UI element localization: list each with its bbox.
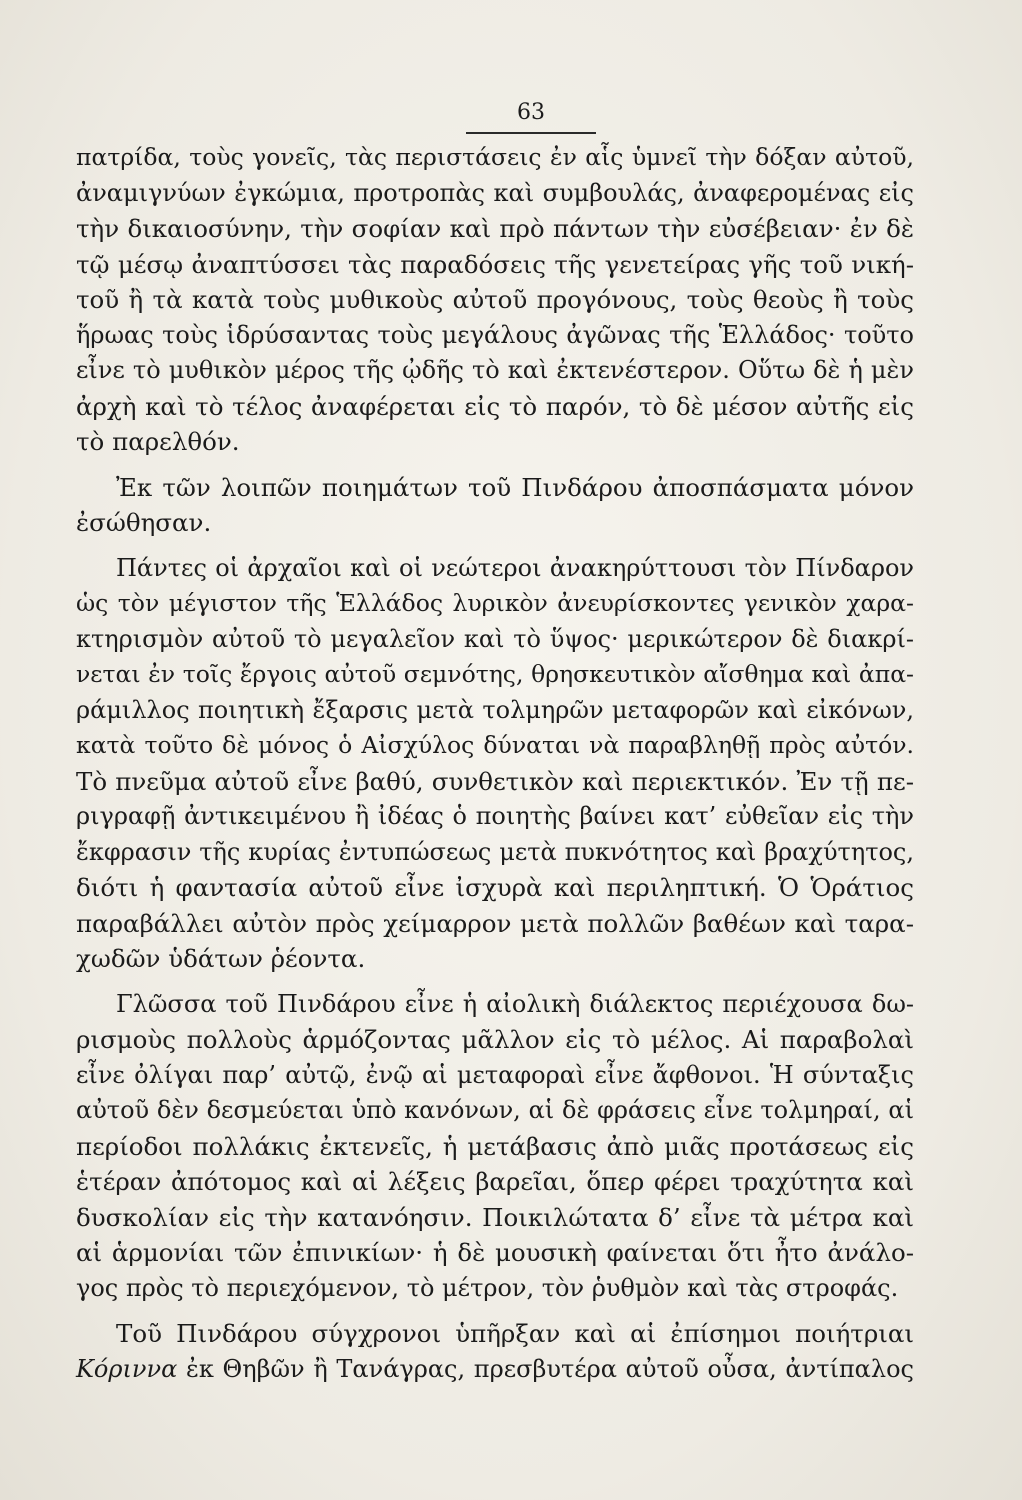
page-number: 63 xyxy=(517,100,545,125)
text-line: τοῦ ἢ τὰ κατὰ τοὺς μυθικοὺς αὐτοῦ προγόνους, τοὺς θεοὺς ἢ τοὺς xyxy=(76,285,914,314)
text-line-final xyxy=(76,1352,914,1388)
text-line: κτηρισμὸν αὐτοῦ τὸ μεγαλεῖον καὶ τὸ ὕψος· μερικώτερον δὲ διακρί- xyxy=(76,624,914,653)
author-name: Κόριννα xyxy=(76,1354,178,1383)
text-line: Ἐκ τῶν λοιπῶν ποιημάτων τοῦ Πινδάρου ἀποσπάσματα μόνον xyxy=(116,472,914,502)
text-line: Πάντες οἱ ἀρχαῖοι καὶ οἱ νεώτεροι ἀνακηρύττουσι τὸν Πίνδαρον xyxy=(116,553,914,582)
text-line: αἱ ἁρμονίαι τῶν ἐπινικίων· ἡ δὲ μουσικὴ φαίνεται ὅτι ἦτο ἀνάλο- xyxy=(76,1238,914,1267)
text-line: ἀρχὴ καὶ τὸ τέλος ἀναφέρεται εἰς τὸ παρόν, τὸ δὲ μέσον αὐτῆς εἰς xyxy=(76,391,914,421)
text-line: ἥρωας τοὺς ἱδρύσαντας τοὺς μεγάλους ἀγῶνας τῆς Ἑλλάδος· τοῦτο xyxy=(76,320,914,349)
text-line: αὐτοῦ δὲν δεσμεύεται ὑπὸ κανόνων, αἱ δὲ φράσεις εἶνε τολμηραί, αἱ xyxy=(76,1096,914,1124)
text-line: ὡς τὸν μέγιστον τῆς Ἑλλάδος λυρικὸν ἀνευρίσκοντες γενικὸν χαρα- xyxy=(76,589,914,617)
text-line: Γλῶσσα τοῦ Πινδάρου εἶνε ἡ αἰολικὴ διάλεκτος περιέχουσα δω- xyxy=(116,989,914,1018)
body-text xyxy=(76,140,914,1387)
text-line: χωδῶν ὑδάτων ῥέοντα. xyxy=(76,944,366,973)
text-line: τὸ παρελθόν. xyxy=(76,427,240,456)
text-line: νεται ἐν τοῖς ἔργοις αὐτοῦ σεμνότης, θρησκευτικὸν αἴσθημα καὶ ἀπα- xyxy=(76,660,914,688)
text-line: ἑτέραν ἀπότομος καὶ αἱ λέξεις βαρεῖαι, ὅπερ φέρει τραχύτητα καὶ xyxy=(76,1167,914,1196)
text-line: παραβάλλει αὐτὸν πρὸς χείμαρρον μετὰ πολλῶν βαθέων καὶ ταρα- xyxy=(76,908,914,938)
header-rule xyxy=(466,132,596,134)
text-line: εἶνε ὀλίγαι παρ’ αὐτῷ, ἐνῷ αἱ μεταφοραὶ εἶνε ἄφθονοι. Ἡ σύνταξις xyxy=(76,1060,914,1089)
text-line: ρισμοὺς πολλοὺς ἁρμόζοντας μᾶλλον εἰς τὸ μέλος. Αἱ παραβολαὶ xyxy=(76,1025,914,1054)
text-line: ριγραφῇ ἀντικειμένου ἢ ἰδέας ὁ ποιητὴς βαίνει κατ’ εὐθεῖαν εἰς τὴν xyxy=(76,802,914,830)
text-line: πατρίδα, τοὺς γονεῖς, τὰς περιστάσεις ἐν αἷς ὑμνεῖ τὴν δόξαν αὐτοῦ, xyxy=(76,143,914,171)
text-line: κατὰ τοῦτο δὲ μόνος ὁ Αἰσχύλος δύναται νὰ παραβληθῇ πρὸς αὐτόν. xyxy=(76,731,914,759)
text-line: Τὸ πνεῦμα αὐτοῦ εἶνε βαθύ, συνθετικὸν καὶ περιεκτικόν. Ἐν τῇ πε- xyxy=(76,766,914,796)
text-line: Τοῦ Πινδάρου σύγχρονοι ὑπῆρξαν καὶ αἱ ἐπίσημοι ποιήτριαι xyxy=(116,1319,914,1348)
paragraph-5 xyxy=(76,1316,914,1387)
text-line: γος πρὸς τὸ περιεχόμενον, τὸ μέτρον, τὸν ῥυθμὸν καὶ τὰς στροφάς. xyxy=(76,1273,899,1302)
text-line: ἐσώθησαν. xyxy=(76,508,212,537)
text-line: τὴν δικαιοσύνην, τὴν σοφίαν καὶ πρὸ πάντων τὴν εὐσέβειαν· ἐν δὲ xyxy=(76,214,914,243)
text-line: δυσκολίαν εἰς τὴν κατανόησιν. Ποικιλώτατα δ’ εἶνε τὰ μέτρα καὶ xyxy=(76,1202,914,1232)
text-line: ἀναμιγνύων ἐγκώμια, προτροπὰς καὶ συμβουλάς, ἀναφερομένας εἰς xyxy=(76,178,914,207)
text-line: ἔκφρασιν τῆς κυρίας ἐντυπώσεως μετὰ πυκνότητος καὶ βραχύτητος, xyxy=(76,837,914,866)
paragraph-1 xyxy=(76,140,914,460)
paragraph-4 xyxy=(76,987,914,1307)
paragraph-2 xyxy=(76,470,914,541)
text-line-rest: ἐκ Θηβῶν ἢ Τανάγρας, πρεσβυτέρα αὐτοῦ οὖσα, ἀντίπαλος xyxy=(185,1354,914,1383)
text-line: τῷ μέσῳ ἀναπτύσσει τὰς παραδόσεις τῆς γενετείρας γῆς τοῦ νική- xyxy=(76,249,914,279)
text-line: εἶνε τὸ μυθικὸν μέρος τῆς ᾠδῆς τὸ καὶ ἐκτενέστερον. Οὕτω δὲ ἡ μὲν xyxy=(76,356,914,384)
paragraph-3 xyxy=(76,551,914,977)
text-line: διότι ἡ φαντασία αὐτοῦ εἶνε ἰσχυρὰ καὶ περιληπτική. Ὁ Ὁράτιος xyxy=(76,873,914,902)
text-line: ράμιλλος ποιητικὴ ἔξαρσις μετὰ τολμηρῶν μεταφορῶν καὶ εἰκόνων, xyxy=(76,695,914,724)
text-line: περίοδοι πολλάκις ἐκτενεῖς, ἡ μετάβασις ἀπὸ μιᾶς προτάσεως εἰς xyxy=(76,1131,914,1161)
